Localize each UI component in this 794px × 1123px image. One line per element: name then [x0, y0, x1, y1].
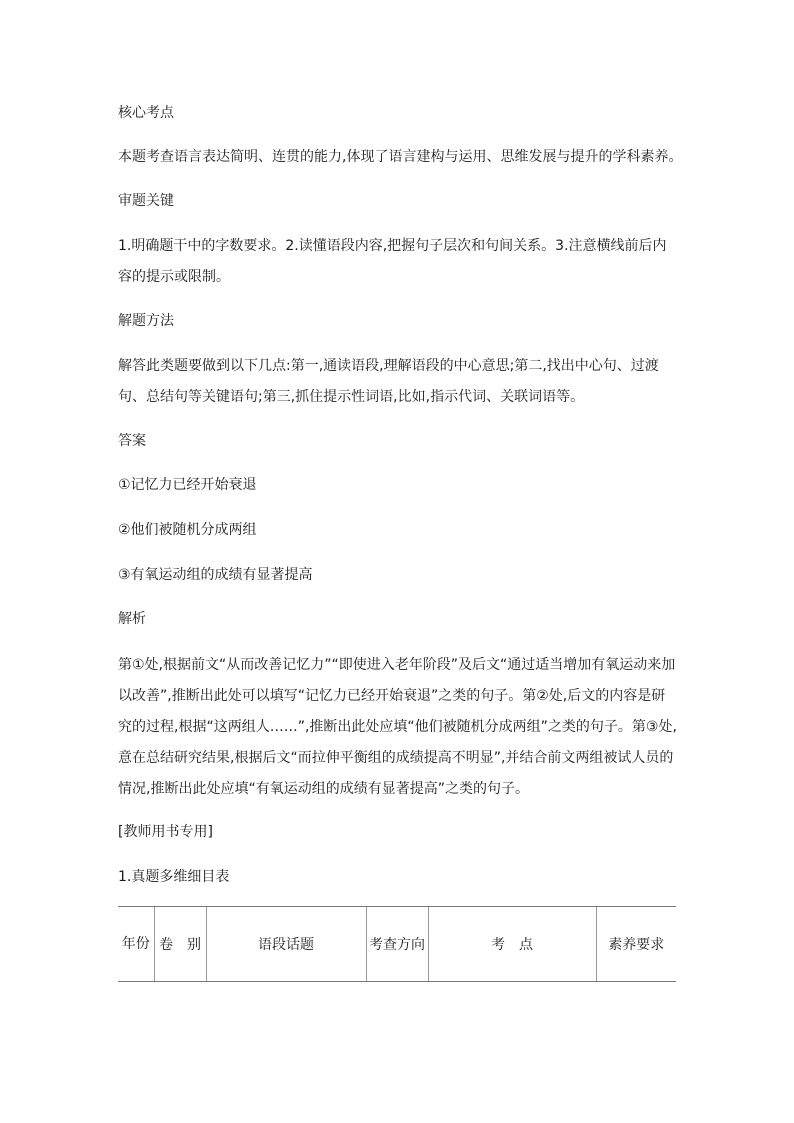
header-year: 年份 [118, 907, 154, 982]
answer-item: ②他们被随机分成两组 [118, 522, 257, 538]
header-literacy: 素养要求 [596, 907, 676, 982]
header-topic: 语段话题 [206, 907, 366, 982]
key-points-text: 1.明确题干中的字数要求。2.读懂语段内容,把握句子层次和句间关系。3.注意横线前后内容的提示或限制。 [118, 238, 667, 285]
key-points-heading: 审题关键 [118, 193, 174, 209]
answer-heading: 答案 [118, 433, 146, 449]
table-title: 1.真题多维细目表 [118, 869, 230, 885]
method-text: 解答此类题要做到以下几点:第一,通读语段,理解语段的中心意思;第二,找出中心句、过渡句、总结句等关键语句;第三,抓住提示性词语,比如,指示代词、关联词语等。 [118, 358, 659, 405]
detail-table [118, 906, 676, 982]
core-points-text: 本题考查语言表达简明、连贯的能力,体现了语言建构与运用、思维发展与提升的学科素养。 [118, 149, 683, 165]
header-volume: 卷 别 [154, 907, 206, 982]
core-points-heading: 核心考点 [118, 105, 174, 121]
answer-item: ①记忆力已经开始衰退 [118, 477, 257, 493]
teacher-note: [教师用书专用] [118, 824, 213, 840]
header-direction: 考查方向 [366, 907, 428, 982]
analysis-text: 第①处,根据前文“从而改善记忆力”“即使进入老年阶段”及后文“通过适当增加有氧运动来加以改善”,推断出此处可以填写“记忆力已经开始衰退”之类的句子。第②处,后文的内容是研究的过程,根据“这两组人……”,推断出此处应填“他们被随机分成两组”之类的句子。第③处,意在总结研究结果,根据后文“而拉伸平衡组的成绩提高不明显”,并结合前文两组被试人员的情况,推断出此处应填“有氧运动组的成绩有显著提高”之类的句子。 [118, 657, 677, 797]
table-header-row [118, 907, 676, 982]
analysis-heading: 解析 [118, 611, 146, 627]
header-points: 考 点 [428, 907, 596, 982]
method-heading: 解题方法 [118, 313, 174, 329]
answer-item: ③有氧运动组的成绩有显著提高 [118, 567, 313, 583]
